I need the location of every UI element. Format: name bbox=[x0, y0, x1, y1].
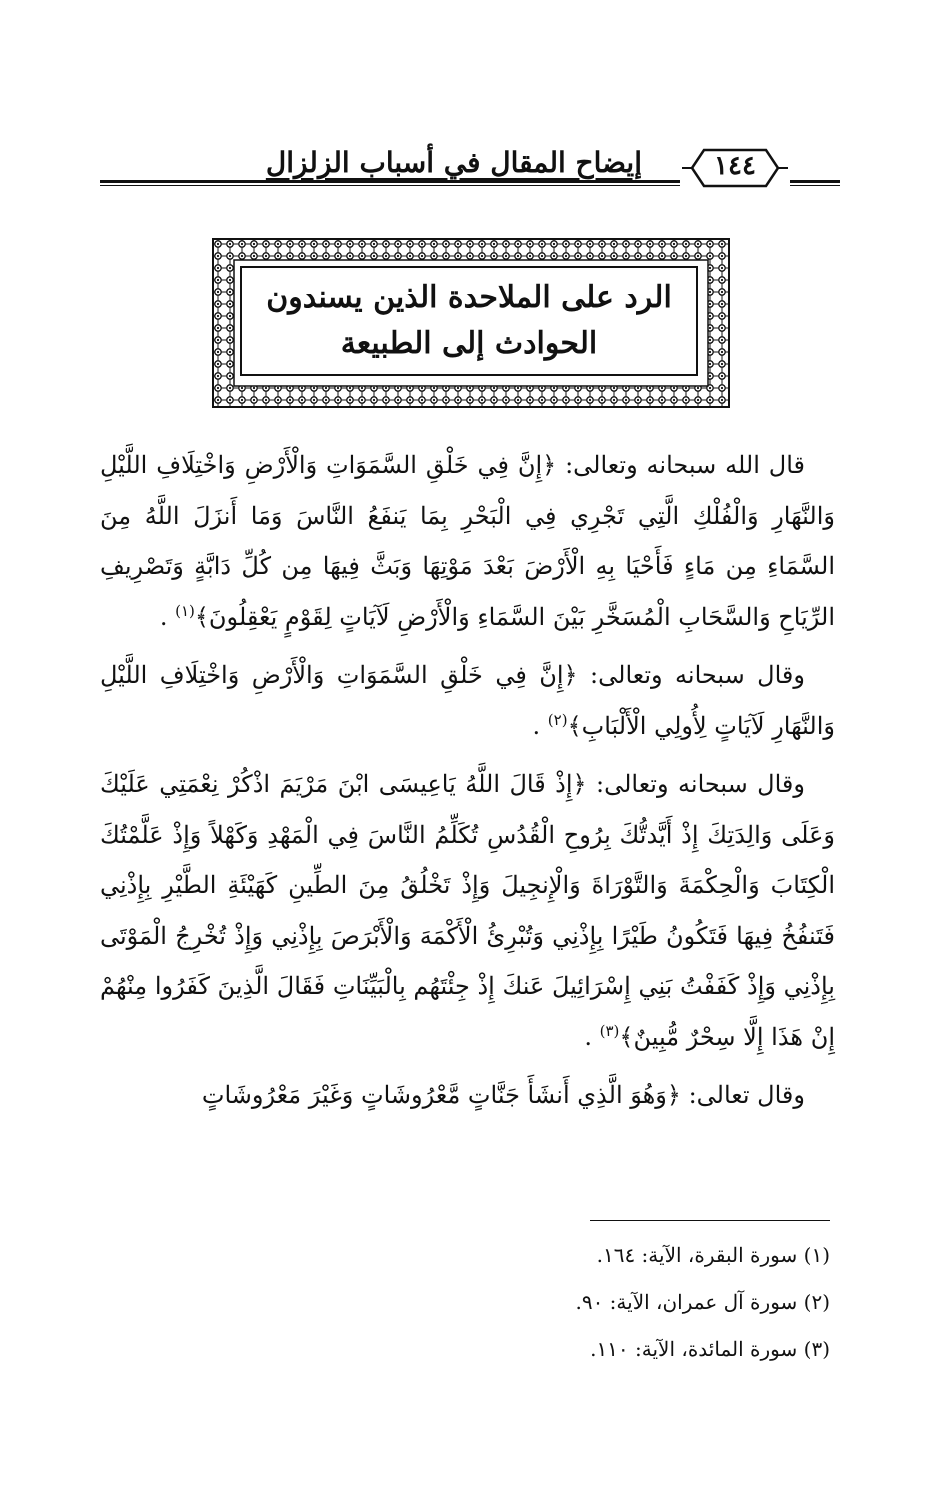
page-number-badge bbox=[680, 146, 790, 190]
paragraph-end: . bbox=[159, 602, 176, 631]
footnote: (٢) سورة آل عمران، الآية: ٩٠. bbox=[575, 1290, 830, 1314]
paragraph bbox=[100, 1070, 835, 1121]
footnote-ref: (١) bbox=[175, 601, 195, 620]
paragraph-end: . bbox=[584, 1022, 600, 1051]
paragraph-end: . bbox=[532, 711, 548, 740]
footnote: (١) سورة البقرة، الآية: ١٦٤. bbox=[596, 1243, 830, 1267]
section-title-line1: الرد على الملاحدة الذين يسندون bbox=[266, 280, 672, 315]
page-header bbox=[100, 140, 840, 200]
paragraph-text: وقال سبحانه وتعالى: ﴿إِنَّ فِي خَلْقِ السَّمَوَاتِ وَالْأَرْضِ وَاخْتِلَافِ اللَّيْلِ وَالنَّهَارِ لَآيَاتٍ لِأُولِي الْأَلْبَابِ﴾ bbox=[100, 661, 835, 740]
paragraph bbox=[100, 650, 835, 751]
footnote-separator bbox=[590, 1220, 830, 1221]
footnote-ref: (٣) bbox=[599, 1021, 620, 1040]
paragraph-text: قال الله سبحانه وتعالى: ﴿إِنَّ فِي خَلْقِ السَّمَوَاتِ وَالْأَرْضِ وَاخْتِلَافِ اللَّيْلِ وَالنَّهَارِ وَالْفُلْكِ الَّتِي تَجْرِي فِي الْبَحْرِ بِمَا يَنفَعُ النَّاسَ وَمَا أَنزَلَ اللَّهُ مِنَ السَّمَاءِ مِن مَاءٍ فَأَحْيَا بِهِ الْأَرْضَ بَعْدَ مَوْتِهَا وَبَثَّ فِيهَا مِن كُلِّ دَابَّةٍ وَتَصْرِيفِ الرِّيَاحِ وَالسَّحَابِ الْمُسَخَّرِ بَيْنَ السَّمَاءِ وَالْأَرْضِ لَآيَاتٍ لِقَوْمٍ يَعْقِلُونَ﴾ bbox=[100, 451, 835, 631]
section-title bbox=[240, 266, 698, 376]
paragraph bbox=[100, 440, 835, 642]
footnotes bbox=[500, 1232, 830, 1373]
footnote: (٣) سورة المائدة، الآية: ١١٠. bbox=[590, 1337, 830, 1361]
section-title-line2: الحوادث إلى الطبيعة bbox=[340, 326, 598, 361]
paragraph-text: وقال سبحانه وتعالى: ﴿إِذْ قَالَ اللَّهُ يَاعِيسَى ابْنَ مَرْيَمَ اذْكُرْ نِعْمَتِي عَلَيْكَ وَعَلَى وَالِدَتِكَ إِذْ أَيَّدتُّكَ بِرُوحِ الْقُدُسِ تُكَلِّمُ النَّاسَ فِي الْمَهْدِ وَكَهْلاً وَإِذْ عَلَّمْتُكَ الْكِتَابَ وَالْحِكْمَةَ وَالتَّوْرَاةَ وَالْإِنجِيلَ وَإِذْ تَخْلُقُ مِنَ الطِّينِ كَهَيْئَةِ الطَّيْرِ بِإِذْنِي فَتَنفُخُ فِيهَا فَتَكُونُ طَيْرًا بِإِذْنِي وَتُبْرِئُ الْأَكْمَهَ وَالْأَبْرَصَ بِإِذْنِي وَإِذْ تُخْرِجُ الْمَوْتَى بِإِذْنِي وَإِذْ كَفَفْتُ بَنِي إِسْرَائِيلَ عَنكَ إِذْ جِئْتَهُم بِالْبَيِّنَاتِ فَقَالَ الَّذِينَ كَفَرُوا مِنْهُمْ إِنْ هَذَا إِلَّا سِحْرٌ مُّبِينٌ﴾ bbox=[100, 770, 835, 1051]
main-text bbox=[100, 440, 835, 1129]
running-title: إيضاح المقال في أسباب الزلزال bbox=[258, 146, 650, 179]
page-number: ١٤٤ bbox=[714, 151, 756, 181]
paragraph bbox=[100, 759, 835, 1062]
paragraph-text: وقال تعالى: ﴿وَهُوَ الَّذِي أَنشَأَ جَنَّاتٍ مَّعْرُوشَاتٍ وَغَيْرَ مَعْرُوشَاتٍ bbox=[201, 1081, 805, 1109]
section-title-frame bbox=[212, 238, 730, 408]
footnote-ref: (٢) bbox=[547, 710, 568, 729]
